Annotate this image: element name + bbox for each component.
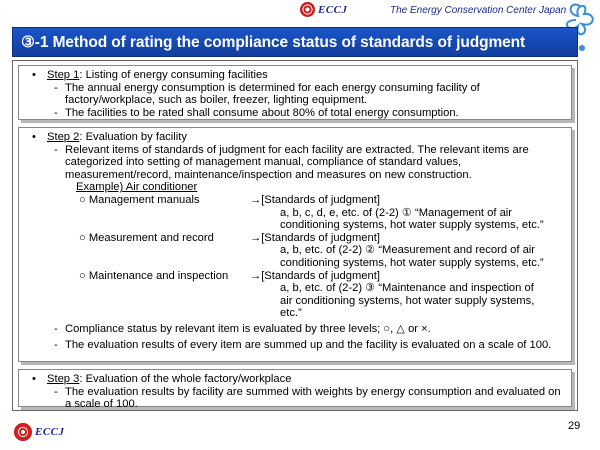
step2-item-text: Compliance status by relevant item is evaluated by three levels; ○, △ or ×. bbox=[65, 322, 431, 335]
step2-label: Step 2 bbox=[47, 131, 80, 143]
step1-box bbox=[18, 65, 572, 120]
example-detail bbox=[27, 207, 565, 232]
step3-item-text: The evaluation results by facility are summed with weights by energy consumption and evaluated on a scale of 100. bbox=[65, 385, 561, 411]
step2-heading-text: : Evaluation by facility bbox=[79, 131, 187, 143]
step1-item-text: The annual energy consumption is determined for each energy consuming facility of factory/workplace, such as boiler, freezer, lighting equipment. bbox=[65, 81, 480, 107]
step1-heading-text: : Listing of energy consuming facilities bbox=[79, 69, 268, 81]
step3-box bbox=[18, 369, 572, 411]
step2-item-text: The evaluation results of every item are summed up and the facility is evaluated on a scale of 100. bbox=[65, 338, 552, 351]
example-detail bbox=[27, 282, 565, 320]
example-item: ○ Management manuals bbox=[79, 193, 200, 206]
dash: - bbox=[54, 81, 58, 94]
step3-label: Step 3 bbox=[47, 373, 80, 385]
step3-heading bbox=[27, 373, 565, 386]
eccj-logo-icon bbox=[14, 423, 32, 441]
step1-label: Step 1 bbox=[47, 69, 80, 81]
example-title bbox=[27, 181, 565, 194]
step3-item bbox=[27, 386, 565, 411]
example-standards-label: →[Standards of judgment] bbox=[250, 269, 380, 282]
dash: - bbox=[54, 385, 58, 398]
example-row bbox=[27, 270, 565, 283]
step2-box bbox=[18, 127, 572, 362]
example-standards-label: →[Standards of judgment] bbox=[250, 231, 380, 244]
slide-title-bar bbox=[12, 27, 578, 57]
header-logo-text: ECCJ bbox=[318, 3, 348, 16]
example-detail-line: conditioning systems, hot water supply systems, etc.” bbox=[280, 219, 544, 232]
step1-item bbox=[27, 82, 565, 107]
example-detail-line: etc.” bbox=[280, 307, 302, 320]
eccj-logo-icon bbox=[300, 2, 315, 17]
footer-logo bbox=[14, 423, 65, 441]
step1-item-text: The facilities to be rated shall consume about 80% of total energy consumption. bbox=[65, 106, 459, 119]
bullet: • bbox=[32, 373, 36, 385]
content-frame bbox=[12, 60, 578, 411]
page-number: 29 bbox=[568, 420, 581, 432]
dash: - bbox=[54, 322, 58, 335]
example-item: ○ Maintenance and inspection bbox=[79, 269, 229, 282]
example-detail bbox=[27, 244, 565, 269]
example-detail-line: a, b, etc. of (2-2) ② “Measurement and record of air bbox=[280, 244, 536, 257]
dash: - bbox=[54, 106, 58, 119]
example-detail-line: a, b, etc. of (2-2) ③ “Maintenance and inspection of bbox=[280, 282, 534, 295]
header-logo bbox=[300, 2, 348, 17]
step2-item bbox=[27, 339, 565, 352]
step2-intro-text: Relevant items of standards of judgment for each facility are extracted. The relevant items are categorized into setting of management manual, compliance of standard values, measurement/record, maintenance/inspection and measures on new construction. bbox=[65, 143, 529, 181]
example-row bbox=[27, 232, 565, 245]
step1-item bbox=[27, 107, 565, 120]
dash: - bbox=[54, 338, 58, 351]
organization-name: The Energy Conservation Center Japan bbox=[390, 5, 567, 16]
example-row bbox=[27, 194, 565, 207]
step2-intro bbox=[27, 144, 565, 182]
bullet: • bbox=[32, 131, 36, 143]
step2-item bbox=[27, 323, 565, 336]
step3-heading-text: : Evaluation of the whole factory/workplace bbox=[79, 373, 292, 385]
example-item: ○ Measurement and record bbox=[79, 231, 214, 244]
example-standards-label: →[Standards of judgment] bbox=[250, 193, 380, 206]
example-detail-line: air conditioning systems, hot water supply systems, bbox=[280, 294, 535, 307]
bullet: • bbox=[32, 69, 36, 81]
footer-logo-text: ECCJ bbox=[35, 426, 65, 438]
example-detail-line: conditioning systems, hot water supply systems, etc.” bbox=[280, 256, 544, 269]
example-detail-line: a, b, c, d, e, etc. of (2-2) ① “Management of air bbox=[280, 206, 513, 219]
slide-title: ③-1 Method of rating the compliance status of standards of judgment bbox=[21, 33, 526, 51]
dash: - bbox=[54, 143, 58, 156]
step2-heading bbox=[27, 131, 565, 144]
step1-heading bbox=[27, 69, 565, 82]
example-title-text: Example) Air conditioner bbox=[76, 181, 198, 194]
